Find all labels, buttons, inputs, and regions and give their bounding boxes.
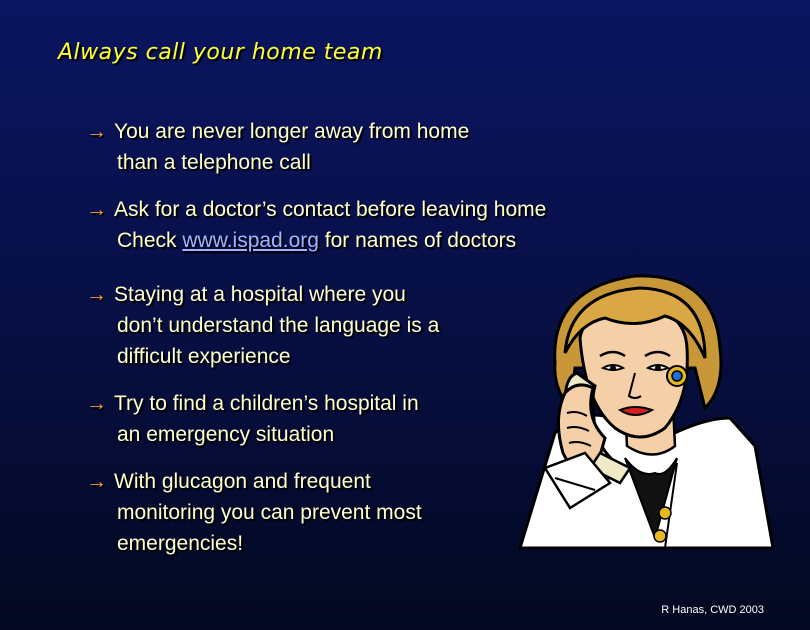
slide-title: Always call your home team [58,40,383,65]
bullet-4 [86,388,419,450]
arrow-right-icon: → [86,198,107,221]
bullet-4-line1: Try to find a children’s hospital in [114,392,419,415]
bullet-1 [86,116,469,178]
woman-on-telephone-illustration [515,268,777,553]
arrow-right-icon: → [86,470,107,493]
bullet-1-line1: You are never longer away from home [114,120,470,143]
ispad-link[interactable]: www.ispad.org [182,229,319,252]
bullet-3-line2: don’t understand the language is a [117,314,440,337]
bullet-1-line2: than a telephone call [117,151,311,174]
arrow-right-icon: → [86,283,107,306]
bullet-2-line2-pre: Check [117,229,183,252]
bullet-2-line2-post: for names of doctors [318,229,517,252]
bullet-4-line2: an emergency situation [117,423,335,446]
arrow-right-icon: → [86,120,107,143]
bullet-5-line2: monitoring you can prevent most [117,501,422,524]
bullet-3 [86,279,439,372]
bullet-2 [86,194,546,256]
bullet-2-line1: Ask for a doctor’s contact before leaving home [114,198,547,221]
bullet-5 [86,466,422,559]
arrow-right-icon: → [86,392,107,415]
bullet-3-line3: difficult experience [117,345,291,368]
bullet-3-line1: Staying at a hospital where you [114,283,406,306]
slide-credit: R Hanas, CWD 2003 [661,604,764,616]
bullet-5-line3: emergencies! [117,532,244,555]
bullet-5-line1: With glucagon and frequent [114,470,371,493]
